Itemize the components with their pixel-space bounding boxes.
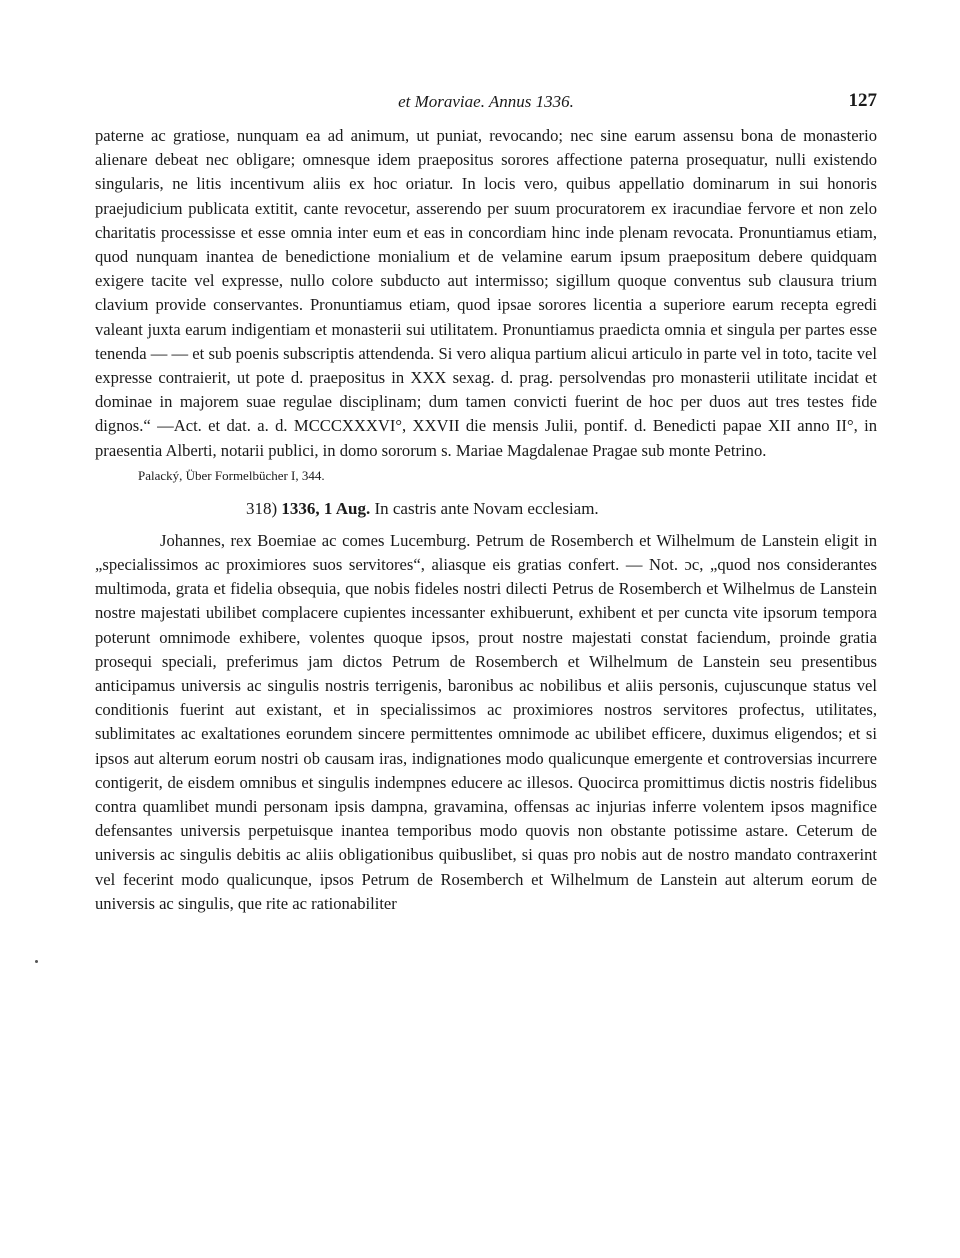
running-title: et Moraviae. Annus 1336. bbox=[398, 92, 574, 111]
body-paragraph-charter: Johannes, rex Boemiae ac comes Lucemburg. Petrum de Rosemberch et Wilhelmum de Lanstein eligit in „specialissimos ac proximiores suos servitores“, aliasque eis gratias confert. — Not. ɔc, „quod nos considerantes multimoda, grata et fidelia obsequia, que nobis fideles nostri dilecti Petrus de Rosemberch et Wilhelmus de Lanstein nostre majestati ubilibet complacere cupientes incessanter exhibuerunt, exhibent et per cuncta vite ipsorum tempora poterunt omnimode exhibere, volentes quoque ipsos, prout nostre majestati constat faciendum, proinde gratia prosequi speciali, preferimus jam dictos Petrum de Rosemberch et Wilhelmum de Lanstein seu presentibus anticipamus universis ac singulis nostris terrigenis, baronibus ac nobilibus et aliis personis, cujuscunque status vel conditionis fuerint aut existant, et in specialissimos ac proximiores nostros servitores profectus, utilitates, sublimitates ac exaltationes eorundem sincere permittentes omnimode ac ubilibet efficere, duximus eligendos; et si ipsos aut alterum eorum nostri ob causam iras, indignationes modo qualicunque emergente et controversias incurrere contigerit, de eisdem omnibus et singulis indempnes educere ac illesos. Quocirca promittimus dictis nostris fidelibus contra quamlibet mundi personam ipsis dampna, gravamina, offensas ac injurias inferre volentem ipsos magnifice defensantes universis perpetuisque inantea temporibus modo quovis non obstante potissime astare. Ceterum de universis ac singulis debitis ac aliis obligationibus quibuslibet, si quas pro nobis aut de nostro mandato contraxerint vel fecerint modo qualicunque, ipsos Petrum de Rosemberch et Wilhelmum de Lanstein aut alterum eorum de universis ac singulis, que rite ac rationabiliter bbox=[95, 530, 877, 913]
document-date: 1336, 1 Aug. bbox=[281, 498, 371, 518]
source-citation: Palacký, Über Formelbücher I, 344. bbox=[138, 467, 325, 483]
document-page bbox=[95, 84, 877, 916]
document-number: 318) bbox=[246, 498, 278, 518]
page-number: 127 bbox=[848, 90, 877, 111]
document-heading bbox=[95, 497, 877, 521]
margin-mark bbox=[35, 960, 38, 963]
running-head bbox=[95, 84, 877, 114]
body-paragraph-continued: paterne ac gratiose, nunquam ea ad animum, ut puniat, revocando; nec sine earum assensu bona de monasterio alienare debeat nec obligare; omnesque idem praepositus sorores affectione paterna prosequatur, nulli existendo singularis, ne litis incentivum aliis ex hoc oriatur. In locis vero, quibus appellatio dominarum in sui honoris praejudicium publicata extitit, cante revocetur, asserendo per suum procuratorem ex iracundiae fervore et non zelo charitatis processisse et esse omnia inter eum et eas in concordiam hinc inde plenam revocata. Pronuntiamus etiam, quod nunquam inantea de benedictione monialium et de velamine earum ipsum praepositum debere quidquam exigere tacite vel expresse, nullo colore subducto aut intermisso; sigillum quoque conventus sub clausura trium clavium provide conservantes. Pronuntiamus etiam, quod ipsae sorores licentia a superiore earum recepta egredi valeant juxta earum indigentiam et monasterii sui utilitatem. Pronuntiamus praedicta omnia et singula per partes esse tenenda — — et sub poenis subscriptis attendenda. Si vero aliqua partium alicui articulo in parte vel in toto, tacite vel expresse contraierit, ut pote d. praepositus in XXX sexag. d. prag. persolvendas pro monasterii utilitate incidat et dominae in majorem suae regulae disciplinam; dum tamen convicti fuerint de hoc per duos aut tres testes fide dignos.“ —Act. et dat. a. d. MCCCXXXVI°, XXVII die mensis Julii, pontif. d. Benedicti papae XII anno II°, in praesentia Alberti, notarii publici, in domo sororum s. Mariae Magdalenae Pragae sub monte Petrino. bbox=[95, 126, 877, 460]
document-place: In castris ante Novam ecclesiam. bbox=[374, 498, 599, 518]
